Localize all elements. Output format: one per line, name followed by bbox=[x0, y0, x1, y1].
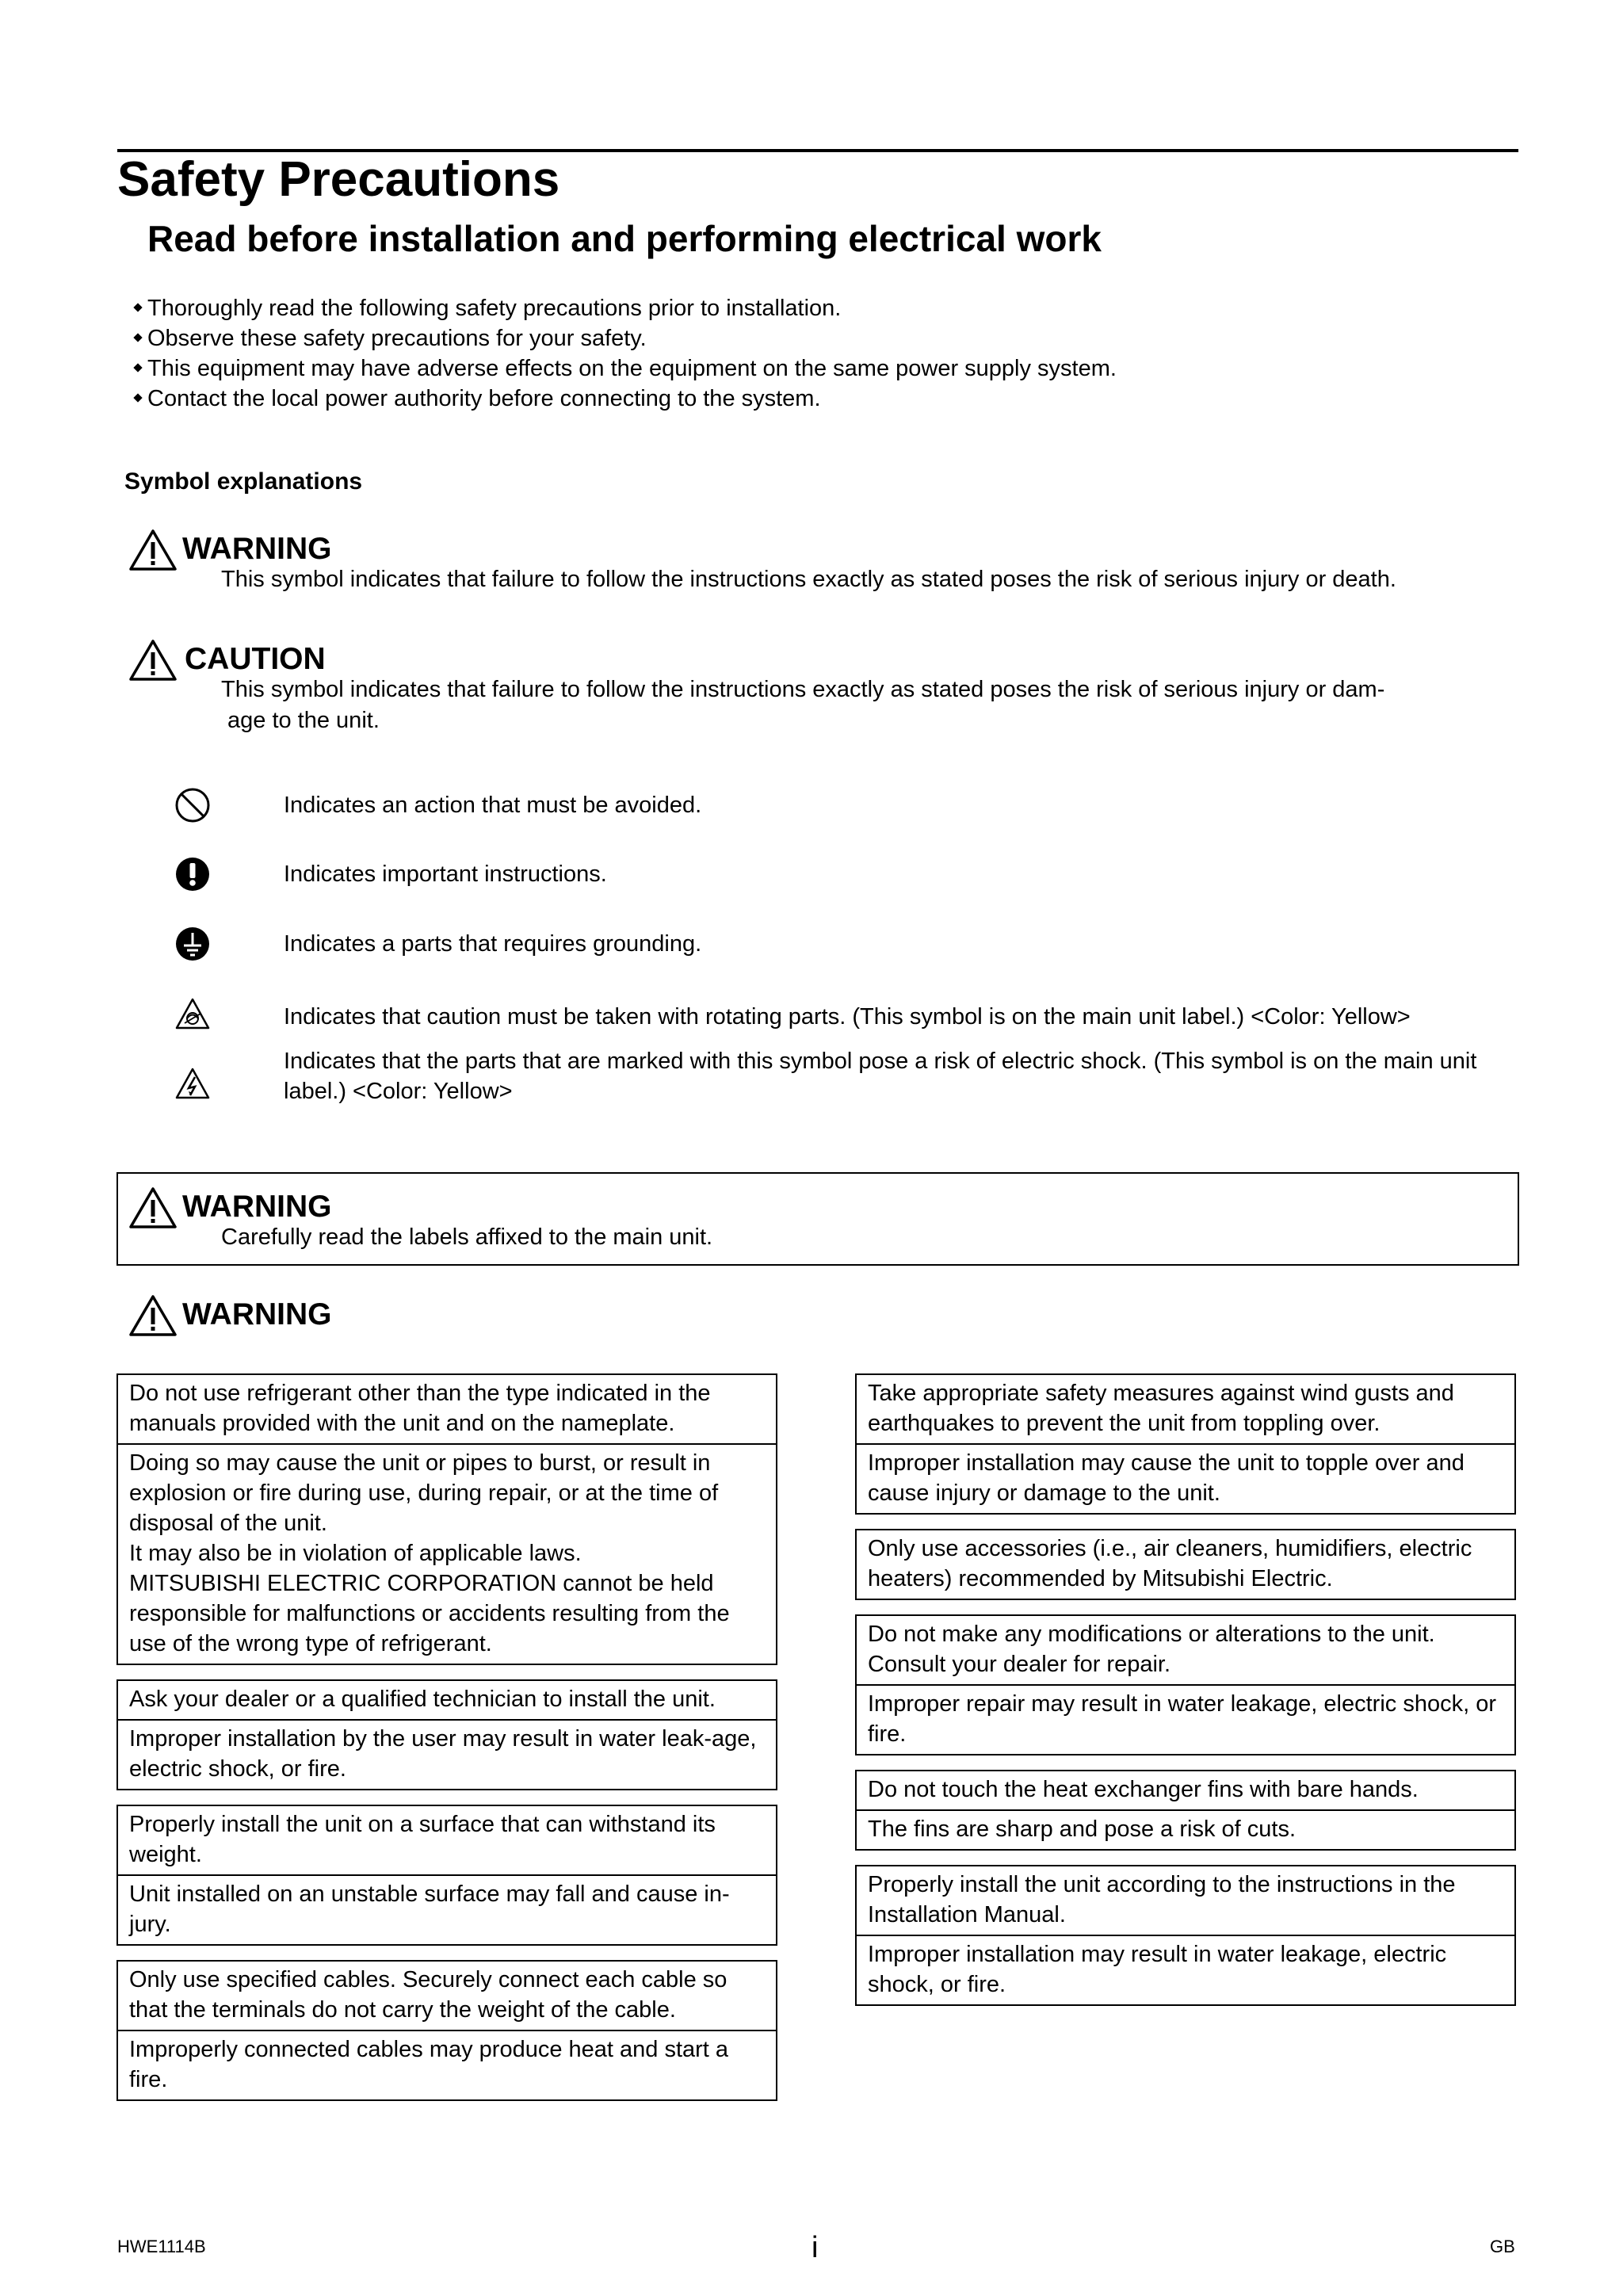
warning-box bbox=[855, 1373, 1516, 1515]
warning-box bbox=[116, 1373, 777, 1665]
rotating-parts-icon bbox=[174, 997, 211, 1030]
warning-instruction: Do not make any modifications or alterations to the unit. Consult your dealer for repair. bbox=[868, 1622, 1435, 1677]
symbol-description: Indicates an action that must be avoided. bbox=[284, 793, 702, 818]
warning-instruction: Only use specified cables. Securely connect each cable so that the terminals do not carry the weight of the cable. bbox=[129, 1967, 727, 2023]
caution-description-line1: This symbol indicates that failure to follow the instructions exactly as stated poses the risk of serious injury or dam- bbox=[221, 677, 1385, 702]
intro-item: This equipment may have adverse effects on the equipment on the same power supply system. bbox=[135, 353, 1482, 384]
main-warning-title: WARNING bbox=[182, 1297, 332, 1332]
intro-list bbox=[135, 293, 1482, 414]
warning-consequence: Improper repair may result in water leakage, electric shock, or fire. bbox=[857, 1684, 1514, 1754]
warning-triangle-icon bbox=[128, 1186, 178, 1229]
page-title: Safety Precautions bbox=[117, 152, 560, 207]
warning-title: WARNING bbox=[182, 1190, 332, 1224]
grounding-icon bbox=[174, 926, 211, 962]
caution-description-line2: age to the unit. bbox=[227, 708, 380, 733]
bullet-icon bbox=[133, 303, 142, 311]
warning-consequence: Unit installed on an unstable surface may fall and cause in-jury. bbox=[118, 1874, 776, 1944]
bullet-icon bbox=[133, 393, 142, 402]
warning-consequence: Improper installation by the user may result in water leak-age, electric shock, or fire. bbox=[118, 1719, 776, 1789]
warning-box bbox=[855, 1529, 1516, 1600]
symbol-explanations-heading: Symbol explanations bbox=[124, 468, 363, 495]
page-subtitle: Read before installation and performing electrical work bbox=[147, 218, 1102, 259]
caution-triangle-icon bbox=[128, 639, 178, 682]
labels-warning-text: Carefully read the labels affixed to the main unit. bbox=[221, 1224, 713, 1250]
symbol-description: Indicates that the parts that are marked with this symbol pose a risk of electric shock. (This symbol is on the main unit label.) <Color: Yellow> bbox=[284, 1049, 1477, 1104]
bullet-icon bbox=[133, 333, 142, 342]
warning-title: WARNING bbox=[182, 532, 332, 567]
electric-shock-icon bbox=[174, 1067, 211, 1100]
warning-instruction: Do not touch the heat exchanger fins with bare hands. bbox=[868, 1777, 1419, 1802]
bullet-icon bbox=[133, 363, 142, 372]
intro-item: Thoroughly read the following safety precautions prior to installation. bbox=[135, 293, 1482, 323]
warning-description: This symbol indicates that failure to follow the instructions exactly as stated poses the risk of serious injury or death. bbox=[221, 567, 1396, 592]
intro-item: Observe these safety precautions for your safety. bbox=[135, 323, 1482, 353]
warning-box bbox=[855, 1770, 1516, 1851]
warning-instruction: Only use accessories (i.e., air cleaners, humidifiers, electric heaters) recommended by Mitsubishi Electric. bbox=[868, 1536, 1472, 1591]
warning-instruction: Do not use refrigerant other than the type indicated in the manuals provided with the unit and on the nameplate. bbox=[129, 1381, 711, 1436]
warning-consequence: Doing so may cause the unit or pipes to burst, or result in explosion or fire during use, during repair, or at the time of disposal of the unit. It may also be in violation of applicable laws. MITSUBISHI ELECTRIC CORPORATION cannot be held responsible for malfunctions or accidents resulting from the use of the wrong type of refrigerant. bbox=[118, 1443, 776, 1664]
warning-box bbox=[116, 1805, 777, 1946]
page-number: i bbox=[812, 2231, 819, 2264]
language-code: GB bbox=[1490, 2237, 1515, 2256]
warning-column-right bbox=[855, 1373, 1516, 2020]
caution-title: CAUTION bbox=[185, 642, 326, 677]
exclamation-icon bbox=[174, 856, 211, 892]
symbol-description: Indicates a parts that requires grounding. bbox=[284, 931, 702, 957]
labels-warning-box bbox=[116, 1172, 1519, 1266]
warning-box bbox=[116, 1679, 777, 1790]
prohibited-icon bbox=[174, 787, 211, 823]
warning-consequence: Improper installation may cause the unit to topple over and cause injury or damage to the unit. bbox=[857, 1443, 1514, 1513]
warning-box bbox=[855, 1865, 1516, 2006]
warning-instruction: Properly install the unit according to the instructions in the Installation Manual. bbox=[868, 1872, 1456, 1927]
warning-triangle-icon bbox=[128, 529, 178, 571]
warning-box bbox=[116, 1960, 777, 2101]
warning-box bbox=[855, 1614, 1516, 1755]
warning-consequence: The fins are sharp and pose a risk of cuts. bbox=[857, 1809, 1514, 1849]
warning-instruction: Properly install the unit on a surface that can withstand its weight. bbox=[129, 1812, 716, 1867]
warning-instruction: Ask your dealer or a qualified technician to install the unit. bbox=[129, 1687, 716, 1712]
symbol-description: Indicates that caution must be taken with rotating parts. (This symbol is on the main unit label.) <Color: Yellow> bbox=[284, 1004, 1411, 1030]
document-code: HWE1114B bbox=[117, 2237, 206, 2256]
warning-triangle-icon bbox=[128, 1294, 178, 1337]
intro-item: Contact the local power authority before connecting to the system. bbox=[135, 384, 1482, 414]
symbol-description: Indicates important instructions. bbox=[284, 861, 607, 887]
warning-consequence: Improper installation may result in water leakage, electric shock, or fire. bbox=[857, 1935, 1514, 2004]
warning-column-left bbox=[116, 1373, 777, 2115]
warning-consequence: Improperly connected cables may produce heat and start a fire. bbox=[118, 2030, 776, 2099]
warning-instruction: Take appropriate safety measures against wind gusts and earthquakes to prevent the unit from toppling over. bbox=[868, 1381, 1454, 1436]
